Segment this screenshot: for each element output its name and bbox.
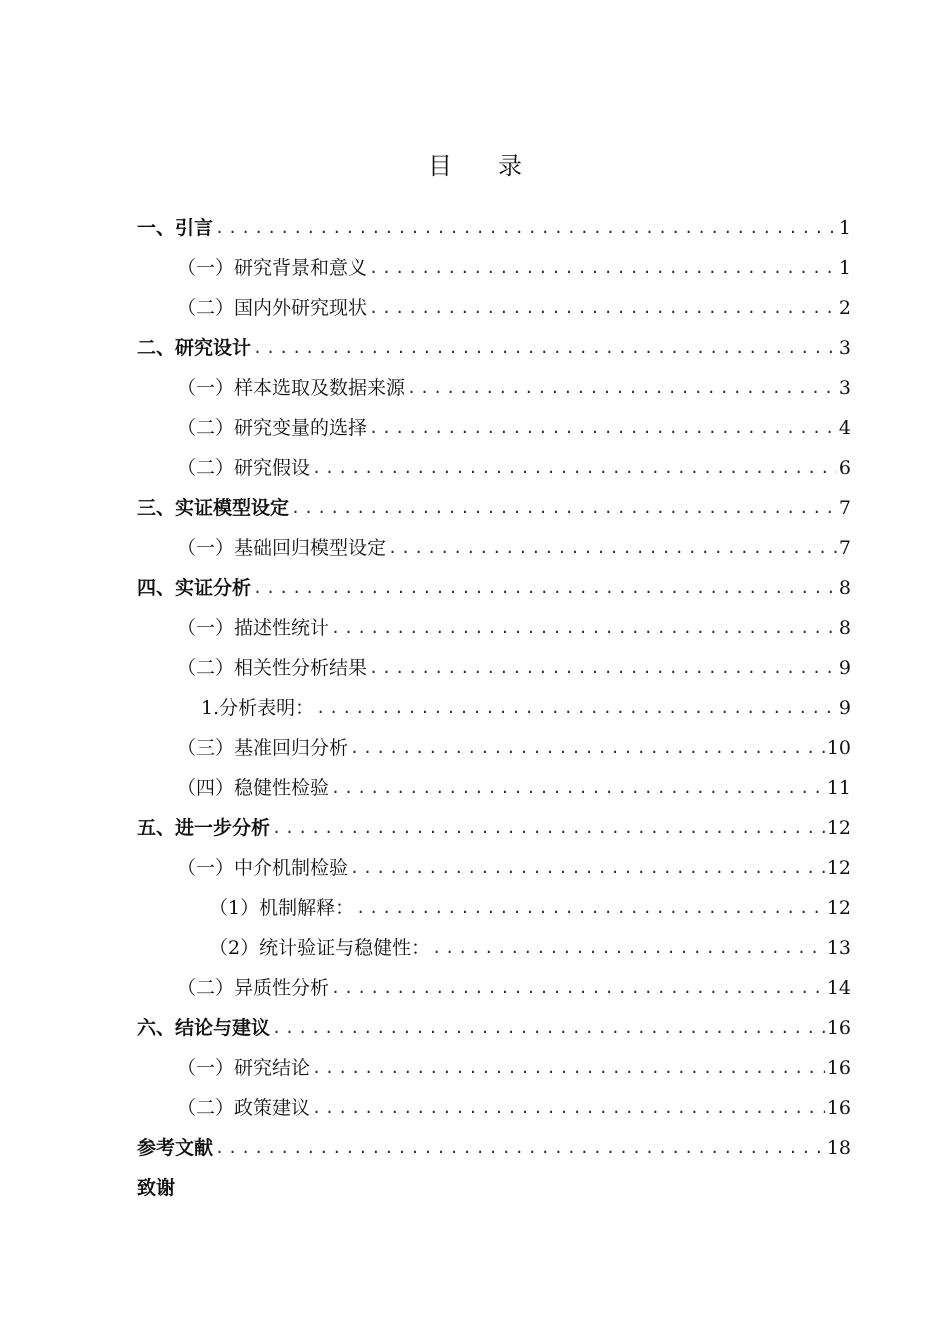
toc-dot-leader — [272, 1008, 825, 1048]
toc-entry-page-number: 3 — [838, 337, 851, 359]
toc-entry-page-number: 8 — [838, 577, 851, 599]
toc-entry[interactable] — [137, 328, 851, 368]
toc-dot-leader — [312, 1048, 825, 1088]
toc-entry-page-number: 16 — [826, 1057, 851, 1079]
toc-dot-leader — [272, 808, 825, 848]
toc-entry[interactable] — [137, 528, 851, 568]
toc-entry[interactable] — [137, 768, 851, 808]
toc-dot-leader — [312, 448, 837, 488]
toc-entry-page-number: 9 — [838, 697, 851, 719]
title-part-1: 目 — [428, 152, 452, 180]
toc-entry[interactable] — [137, 968, 851, 1008]
toc-entry-label: 参考文献 — [137, 1137, 214, 1159]
toc-entry[interactable] — [137, 928, 851, 968]
toc-entry[interactable] — [137, 408, 851, 448]
toc-dot-leader — [407, 368, 837, 408]
toc-entry-label: （二）研究变量的选择 — [177, 417, 368, 439]
toc-dot-leader — [432, 928, 825, 968]
toc-entry-label: （二）政策建议 — [177, 1097, 311, 1119]
toc-dot-leader — [331, 968, 825, 1008]
toc-entry[interactable] — [137, 1088, 851, 1128]
toc-dot-leader — [369, 248, 837, 288]
toc-entry-page-number: 6 — [838, 457, 851, 479]
toc-dot-leader — [316, 688, 837, 728]
toc-entry-label: 六、结论与建议 — [137, 1017, 271, 1039]
toc-entry-label: （三）基准回归分析 — [177, 737, 349, 759]
toc-dot-leader — [253, 568, 837, 608]
toc-entry-page-number: 1 — [838, 257, 851, 279]
toc-entry[interactable] — [137, 848, 851, 888]
toc-entry-label: 一、引言 — [137, 217, 214, 239]
toc-entry-page-number: 11 — [826, 777, 851, 799]
toc-entry-label: （一）中介机制检验 — [177, 857, 349, 879]
toc-entry-page-number: 16 — [826, 1097, 851, 1119]
toc-entry-label: 五、进一步分析 — [137, 817, 271, 839]
toc-dot-leader — [369, 648, 837, 688]
toc-dot-leader — [312, 1088, 825, 1128]
toc-dot-leader — [215, 208, 837, 248]
toc-entry-label: （一）描述性统计 — [177, 617, 330, 639]
toc-dot-leader — [291, 488, 837, 528]
toc-entry-label: 致谢 — [137, 1177, 176, 1199]
toc-entry-label: 四、实证分析 — [137, 577, 252, 599]
toc-entry[interactable] — [137, 208, 851, 248]
toc-entry[interactable] — [137, 808, 851, 848]
toc-entry-label: （1）机制解释： — [209, 897, 355, 919]
toc-entry-page-number: 2 — [838, 297, 851, 319]
toc-dot-leader — [388, 528, 837, 568]
toc-entry-label: （2）统计验证与稳健性： — [209, 937, 431, 959]
toc-entry[interactable] — [137, 688, 851, 728]
toc-entry-label: （二）相关性分析结果 — [177, 657, 368, 679]
toc-entry[interactable] — [137, 1168, 851, 1208]
toc-entry-label: （一）样本选取及数据来源 — [177, 377, 406, 399]
toc-entry-label: （四）稳健性检验 — [177, 777, 330, 799]
toc-entry-label: 三、实证模型设定 — [137, 497, 290, 519]
toc-entry[interactable] — [137, 368, 851, 408]
toc-dot-leader — [253, 328, 837, 368]
toc-dot-leader — [350, 848, 825, 888]
toc-entry[interactable] — [137, 1048, 851, 1088]
toc-entry[interactable] — [137, 288, 851, 328]
toc-entry-label: （一）研究背景和意义 — [177, 257, 368, 279]
page-title — [0, 146, 950, 181]
toc-entry-label: （二）国内外研究现状 — [177, 297, 368, 319]
toc-entry-page-number: 3 — [838, 377, 851, 399]
toc-entry-label: （一）研究结论 — [177, 1057, 311, 1079]
toc-entry-page-number: 7 — [838, 537, 851, 559]
toc-entry-page-number: 1 — [838, 217, 851, 239]
toc-dot-leader — [350, 728, 825, 768]
title-part-2: 录 — [498, 152, 522, 180]
toc-entry-page-number: 7 — [838, 497, 851, 519]
toc-entry[interactable] — [137, 1128, 851, 1168]
toc-entry-label: （二）研究假设 — [177, 457, 311, 479]
toc-entry[interactable] — [137, 888, 851, 928]
toc-entry-page-number: 16 — [826, 1017, 851, 1039]
toc-entry-page-number: 8 — [838, 617, 851, 639]
toc-dot-leader — [215, 1128, 825, 1168]
toc-entry[interactable] — [137, 1008, 851, 1048]
toc-entry-page-number: 9 — [838, 657, 851, 679]
toc-entry[interactable] — [137, 248, 851, 288]
toc-dot-leader — [331, 608, 837, 648]
toc-entry-label: 1.分析表明： — [201, 697, 315, 719]
toc-entry-page-number: 12 — [826, 857, 851, 879]
toc-entry[interactable] — [137, 608, 851, 648]
toc-entry[interactable] — [137, 728, 851, 768]
toc-entry-page-number: 10 — [826, 737, 851, 759]
toc-entry-page-number: 18 — [826, 1137, 851, 1159]
toc-entry[interactable] — [137, 648, 851, 688]
toc-entry-page-number: 13 — [826, 937, 851, 959]
toc-entry[interactable] — [137, 568, 851, 608]
toc-dot-leader — [369, 288, 837, 328]
toc-entry-page-number: 12 — [826, 897, 851, 919]
toc-entry[interactable] — [137, 448, 851, 488]
toc-entry-page-number: 4 — [838, 417, 851, 439]
toc-entry-label: 二、研究设计 — [137, 337, 252, 359]
toc-dot-leader — [331, 768, 825, 808]
toc-entry-label: （一）基础回归模型设定 — [177, 537, 387, 559]
toc-entry-page-number: 12 — [826, 817, 851, 839]
toc-dot-leader — [356, 888, 825, 928]
toc-entry-page-number: 14 — [826, 977, 851, 999]
table-of-contents — [137, 208, 851, 1208]
toc-entry-label: （二）异质性分析 — [177, 977, 330, 999]
toc-entry[interactable] — [137, 488, 851, 528]
toc-dot-leader — [369, 408, 837, 448]
